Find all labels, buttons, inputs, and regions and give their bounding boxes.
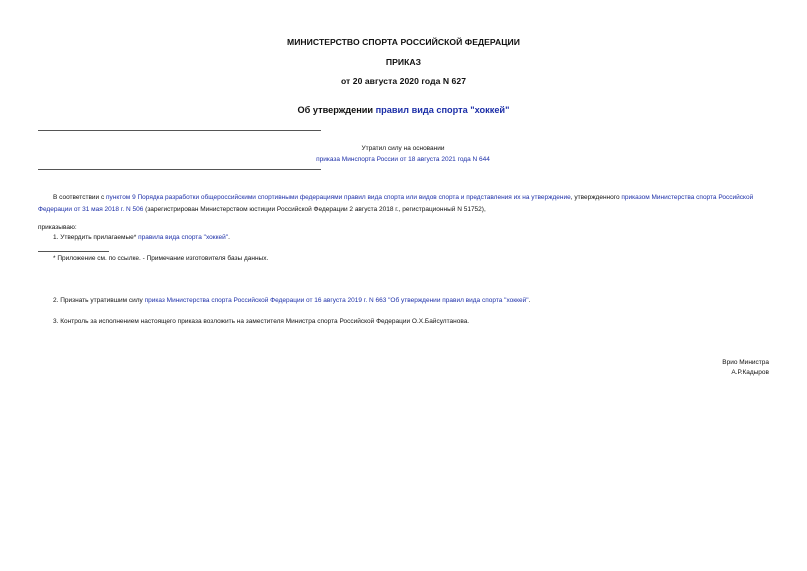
preamble-paragraph xyxy=(38,192,770,216)
item-1 xyxy=(53,232,230,244)
item-2-prefix: 2. Признать утратившим силу xyxy=(53,297,145,304)
preamble-mid: , утвержденного xyxy=(570,194,622,201)
document-title xyxy=(0,105,807,115)
signature-name: А.Р.Кадыров xyxy=(731,369,769,376)
item-2 xyxy=(53,295,530,307)
title-rules-link[interactable]: правил вида спорта "хоккей" xyxy=(375,105,510,115)
document-date-number: от 20 августа 2020 года N 627 xyxy=(340,76,467,86)
item-1-rules-link[interactable]: правила вида спорта "хоккей" xyxy=(138,234,229,241)
item-2-suffix: . xyxy=(528,297,531,304)
document-type-heading: ПРИКАЗ xyxy=(385,57,422,67)
item-1-suffix: . xyxy=(228,234,230,241)
preamble-prefix: В соответствии с xyxy=(53,194,107,201)
divider-top xyxy=(38,130,321,131)
footnote: * Приложение см. по ссылке. - Примечание изготовителя базы данных. xyxy=(53,255,269,262)
signature-position: Врио Министра xyxy=(722,359,769,366)
item-2-order-663-link[interactable]: приказ Министерства спорта Российской Федерации от 16 августа 2019 г. N 663 "Об утверждении правил вида спорта "хоккей" xyxy=(144,297,529,304)
ministry-heading: МИНИСТЕРСТВО СПОРТА РОССИЙСКОЙ ФЕДЕРАЦИИ xyxy=(286,37,520,47)
item-3: 3. Контроль за исполнением настоящего приказа возложить на заместителя Министра спорта Российской Федерации О.Х.Байсултанова. xyxy=(53,318,470,325)
signature-block xyxy=(722,358,769,378)
status-text: Утратил силу на основании xyxy=(361,145,445,152)
item-1-prefix: 1. Утвердить прилагаемые* xyxy=(53,234,139,241)
preamble-suffix: (зарегистрирован Министерством юстиции Российской Федерации 2 августа 2018 г., регистрационный N 51752), xyxy=(143,206,486,213)
divider-bottom xyxy=(38,169,321,170)
procedure-link[interactable]: пунктом 9 Порядка разработки общероссийскими спортивными федерациями правил вида спорта или видов спорта и представления их на утверждение xyxy=(106,194,571,201)
order-506-link[interactable]: приказом Министерства спорта Российской Федерации от 31 мая 2018 г. N 506 xyxy=(38,194,754,213)
order-word: приказываю: xyxy=(38,224,77,231)
footnote-divider xyxy=(38,251,109,252)
title-prefix: Об утверждении xyxy=(297,105,376,115)
status-block xyxy=(240,143,566,165)
status-repeal-link[interactable]: приказа Минспорта России от 18 августа 2021 года N 644 xyxy=(316,156,490,163)
